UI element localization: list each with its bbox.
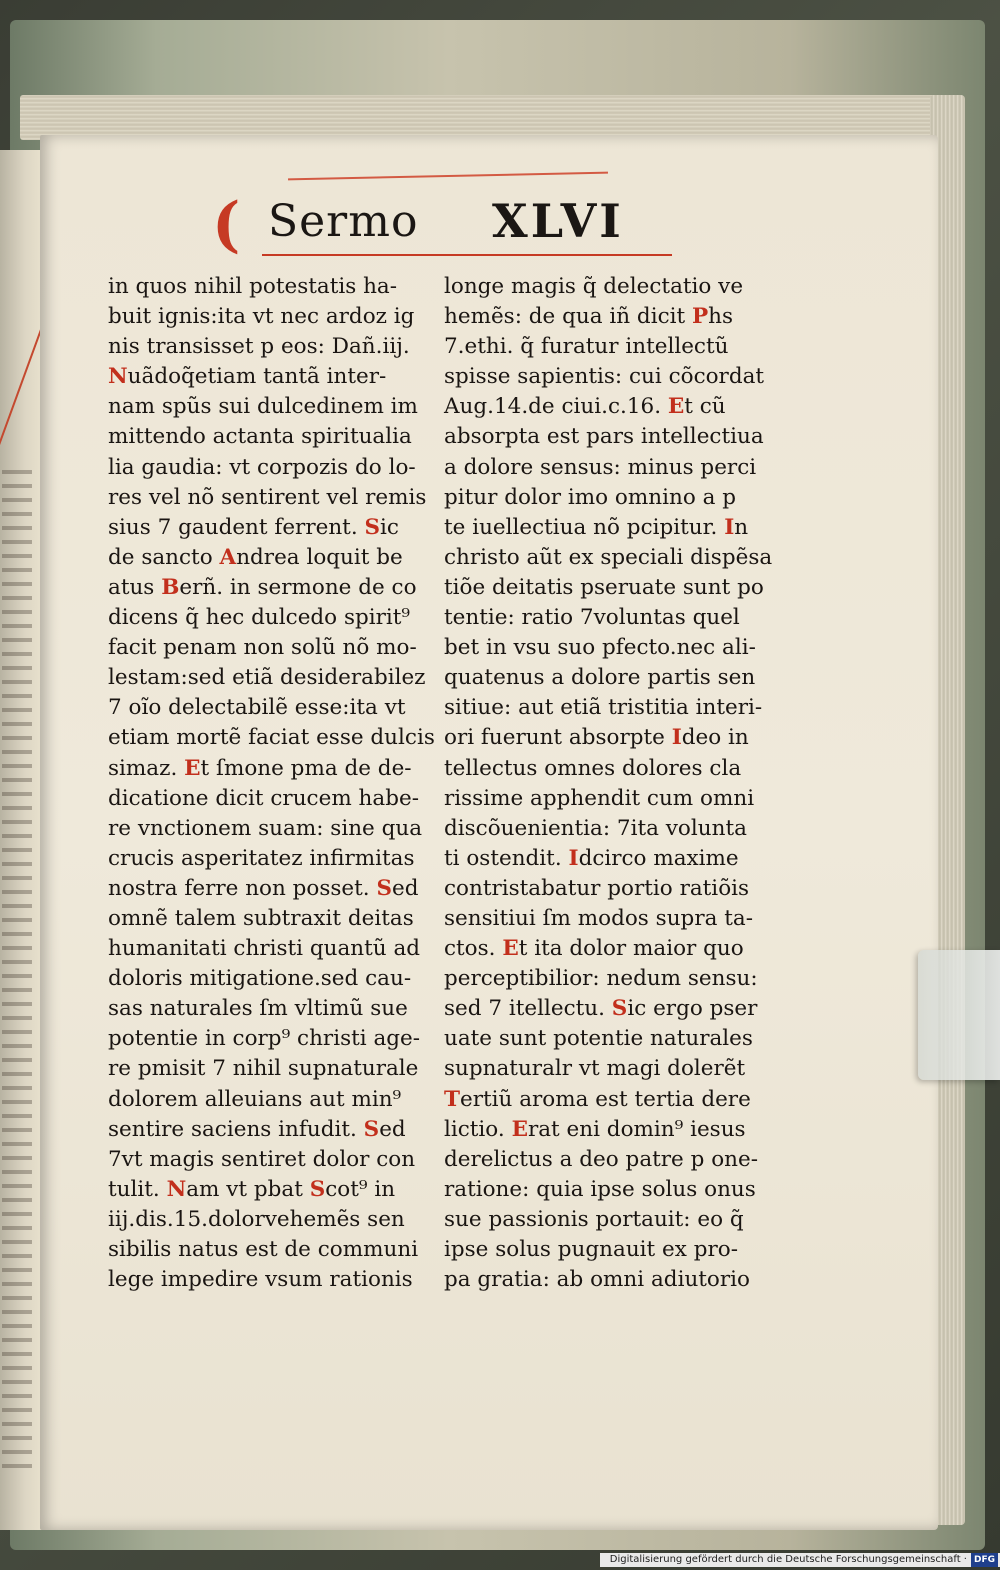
line-text: absorpta est pars intellectiua — [444, 424, 764, 450]
text-line — [444, 934, 794, 964]
line-text: longe magis q̃ delectatio ve — [444, 274, 744, 299]
dfg-logo-icon: DFG — [971, 1553, 998, 1567]
text-line — [108, 272, 453, 302]
text-line — [108, 663, 453, 693]
text-line — [444, 543, 794, 573]
header-underline — [262, 254, 672, 256]
text-line — [108, 1145, 453, 1175]
line-text: hemẽs: de qua iñ dicit — [444, 304, 686, 330]
header-initial-mark: ( — [212, 190, 241, 260]
page-header — [212, 192, 672, 264]
line-text: ndrea loquit be — [236, 544, 403, 570]
line-text: res vel nõ sentirent vel remis — [108, 484, 427, 510]
line-text: omnẽ talem subtraxit deitas — [108, 905, 414, 931]
text-line — [444, 1145, 794, 1175]
rubric-initial: T — [444, 1086, 460, 1112]
line-text: nis transisset p eos: Dañ.iij. — [108, 334, 410, 360]
text-line — [444, 693, 794, 723]
rubric-initial: S — [611, 996, 628, 1022]
text-line — [108, 1175, 453, 1205]
line-text: ratione: quia ipse solus onus — [444, 1176, 756, 1202]
line-text: ic ergo pser — [627, 996, 758, 1022]
footer-text: Digitalisierung gefördert durch die Deutsche Forschungsgemeinschaft · — [609, 1554, 967, 1565]
text-line — [444, 1175, 794, 1205]
line-text: dolorem alleuians aut min⁹ — [108, 1086, 402, 1112]
line-text: uate sunt potentie naturales — [444, 1026, 753, 1052]
line-text: dicens q̃ hec dulcedo spirit⁹ — [108, 605, 411, 631]
funding-footer — [600, 1553, 1000, 1567]
line-text: etiam mortẽ faciat esse dulcis — [108, 725, 435, 751]
line-text: am vt pbat — [186, 1176, 303, 1202]
line-text: quatenus a dolore partis sen — [444, 665, 756, 691]
right-text-column — [444, 272, 794, 1295]
text-line — [108, 1054, 453, 1084]
line-text: christo aũt ex speciali dispẽsa — [444, 544, 773, 570]
text-line — [444, 754, 794, 784]
text-line — [444, 573, 794, 603]
line-text: iij.dis.15.dolorvehemẽs sen — [108, 1206, 405, 1232]
text-line — [108, 1115, 453, 1145]
rubric-initial: E — [511, 1116, 528, 1142]
line-text: rissime apphendit cum omni — [444, 785, 755, 811]
rubric-initial: E — [502, 936, 519, 962]
line-text: humanitati christi quantũ ad — [108, 936, 421, 962]
text-line — [444, 362, 794, 392]
text-line — [444, 422, 794, 452]
text-line — [108, 633, 453, 663]
line-text: simaz. — [108, 755, 178, 781]
facing-page-text-fragments — [2, 470, 32, 1470]
line-text: sius 7 gaudent ferrent. — [108, 514, 358, 540]
line-text: tiõe deitatis pseruate sunt po — [444, 574, 764, 600]
facing-page-edge — [0, 150, 42, 1530]
text-line — [108, 392, 453, 422]
line-text: pa gratia: ab omni adiutorio — [444, 1267, 750, 1293]
rubric-initial: E — [184, 755, 201, 781]
text-line — [108, 543, 453, 573]
line-text: lestam:sed etiã desiderabilez — [108, 665, 426, 691]
line-text: ed — [379, 1116, 406, 1142]
text-line — [444, 874, 794, 904]
text-line — [108, 453, 453, 483]
line-text: re pmisit 7 nihil supnaturale — [108, 1056, 419, 1082]
text-line — [108, 362, 453, 392]
text-line — [108, 964, 453, 994]
text-line — [444, 332, 794, 362]
line-text: a dolore sensus: minus perci — [444, 454, 757, 480]
text-line — [444, 784, 794, 814]
text-line — [108, 874, 453, 904]
line-text: tulit. — [108, 1176, 160, 1202]
line-text: t ita dolor maior quo — [518, 936, 744, 962]
text-line — [108, 754, 453, 784]
rubric-initial: S — [309, 1176, 326, 1202]
line-text: nostra ferre non posset. — [108, 875, 370, 901]
text-line — [444, 513, 794, 543]
line-text: dicatione dicit crucem habe- — [108, 785, 419, 811]
line-text: contristabatur portio ratiõis — [444, 875, 750, 901]
rubric-initial: E — [667, 394, 685, 420]
rubric-initial: B — [161, 574, 180, 600]
line-text: sibilis natus est de communi — [108, 1237, 419, 1262]
line-text: Aug.14.de ciui.c.16. — [444, 394, 662, 420]
line-text: deo in — [681, 725, 749, 751]
line-text: in quos nihil potestatis ha- — [108, 274, 398, 299]
line-text: ic — [380, 514, 399, 540]
text-line — [108, 814, 453, 844]
text-line — [108, 784, 453, 814]
line-text: erñ. in sermone de co — [179, 574, 417, 600]
text-line — [108, 513, 453, 543]
text-line — [108, 302, 453, 332]
text-line — [108, 934, 453, 964]
text-line — [108, 1265, 453, 1295]
text-line — [444, 302, 794, 332]
line-text: supnaturalr vt magi dolerẽt — [444, 1056, 746, 1082]
text-line — [444, 814, 794, 844]
line-text: sensitiui ſm modos supra ta- — [444, 905, 753, 931]
line-text: derelictus a deo patre p one- — [444, 1146, 758, 1172]
line-text: de sancto — [108, 544, 213, 570]
line-text: sed 7 itellectu. — [444, 996, 605, 1022]
page-clip — [918, 950, 1000, 1080]
line-text: uãdoq̃etiam tantã inter- — [127, 364, 387, 390]
text-line — [108, 483, 453, 513]
text-line — [444, 1205, 794, 1235]
line-text: lege impedire vsum rationis — [108, 1267, 413, 1293]
line-text: ori fuerunt absorpte — [444, 725, 665, 751]
line-text: dcirco maxime — [578, 845, 739, 871]
text-line — [108, 994, 453, 1024]
text-line — [444, 1024, 794, 1054]
line-text: spisse sapientis: cui cõcordat — [444, 364, 765, 390]
line-text: t ſmone pma de de- — [200, 755, 412, 781]
line-text: 7.ethi. q̃ furatur intellectũ — [444, 334, 729, 360]
text-line — [444, 723, 794, 753]
text-line — [444, 483, 794, 513]
line-text: nam spũs sui dulcedinem im — [108, 394, 418, 420]
rubric-initial: A — [219, 544, 237, 570]
text-line — [108, 1085, 453, 1115]
header-number: XLVI — [492, 194, 624, 248]
line-text: ed — [392, 875, 419, 901]
line-text: discõuenientia: 7ita volunta — [444, 815, 747, 841]
line-text: facit penam non solũ nõ mo- — [108, 635, 417, 661]
line-text: re vnctionem suam: sine qua — [108, 815, 423, 841]
line-text: buit ignis:ita vt nec ardoz ig — [108, 304, 415, 330]
text-line — [108, 723, 453, 753]
text-line — [444, 1054, 794, 1084]
rubric-initial: S — [364, 514, 381, 540]
line-text: sentire saciens infudit. — [108, 1116, 357, 1142]
line-text: perceptibilior: nedum sensu: — [444, 966, 758, 992]
line-text: tentie: ratio 7voluntas quel — [444, 605, 740, 631]
rubric-initial: I — [568, 845, 579, 871]
text-line — [108, 603, 453, 633]
header-title: Sermo — [268, 196, 419, 247]
line-text: rat eni domin⁹ iesus — [527, 1116, 746, 1142]
line-text: pitur dolor imo omnino a p — [444, 484, 737, 510]
rubric-initial: I — [724, 514, 735, 540]
line-text: cot⁹ in — [325, 1176, 396, 1202]
line-text: te iuellectiua nõ pcipitur. — [444, 514, 718, 540]
line-text: sas naturales ſm vltimũ sue — [108, 996, 408, 1022]
line-text: 7vt magis sentiret dolor con — [108, 1146, 416, 1172]
text-line — [444, 964, 794, 994]
text-line — [108, 1024, 453, 1054]
line-text: crucis asperitatez infirmitas — [108, 845, 415, 871]
page-edges-top — [20, 95, 940, 140]
line-text: atus — [108, 574, 155, 600]
text-line — [444, 1265, 794, 1295]
line-text: ertiũ aroma est tertia dere — [460, 1086, 751, 1112]
text-line — [108, 844, 453, 874]
text-line — [444, 453, 794, 483]
left-text-column — [108, 272, 453, 1295]
text-line — [444, 1085, 794, 1115]
rubric-initial: I — [671, 725, 682, 751]
line-text: 7 oĩo delectabilẽ esse:ita vt — [108, 695, 406, 721]
text-line — [108, 332, 453, 362]
text-line — [444, 1115, 794, 1145]
text-line — [444, 663, 794, 693]
text-line — [108, 693, 453, 723]
text-line — [108, 422, 453, 452]
text-line — [444, 994, 794, 1024]
line-text: mittendo actanta spiritualia — [108, 424, 412, 450]
line-text: ctos. — [444, 936, 496, 962]
rubric-initial: P — [691, 304, 709, 330]
text-line — [444, 633, 794, 663]
rubric-initial: N — [108, 364, 128, 390]
line-text: ti ostendit. — [444, 845, 562, 871]
line-text: ipse solus pugnauit ex pro- — [444, 1237, 738, 1262]
text-line — [444, 1235, 794, 1265]
text-line — [444, 272, 794, 302]
rubric-initial: S — [363, 1116, 380, 1142]
line-text: tellectus omnes dolores cla — [444, 755, 742, 781]
line-text: lictio. — [444, 1116, 505, 1142]
line-text: sitiue: aut etiã tristitia interi- — [444, 695, 763, 721]
line-text: potentie in corp⁹ christi age- — [108, 1026, 421, 1052]
text-line — [108, 1235, 453, 1265]
text-line — [444, 904, 794, 934]
line-text: n — [734, 514, 749, 540]
text-line — [444, 844, 794, 874]
rubric-initial: S — [376, 875, 393, 901]
line-text: bet in vsu suo pfecto.nec ali- — [444, 635, 756, 661]
text-line — [108, 573, 453, 603]
line-text: t cũ — [684, 394, 726, 420]
line-text: hs — [708, 304, 734, 330]
text-line — [444, 603, 794, 633]
line-text: doloris mitigatione.sed cau- — [108, 966, 412, 992]
text-line — [108, 1205, 453, 1235]
line-text: lia gaudia: vt corpozis do lo- — [108, 454, 416, 480]
rubric-initial: N — [166, 1176, 187, 1202]
text-line — [108, 904, 453, 934]
text-line — [444, 392, 794, 422]
line-text: sue passionis portauit: eo q̃ — [444, 1206, 744, 1232]
